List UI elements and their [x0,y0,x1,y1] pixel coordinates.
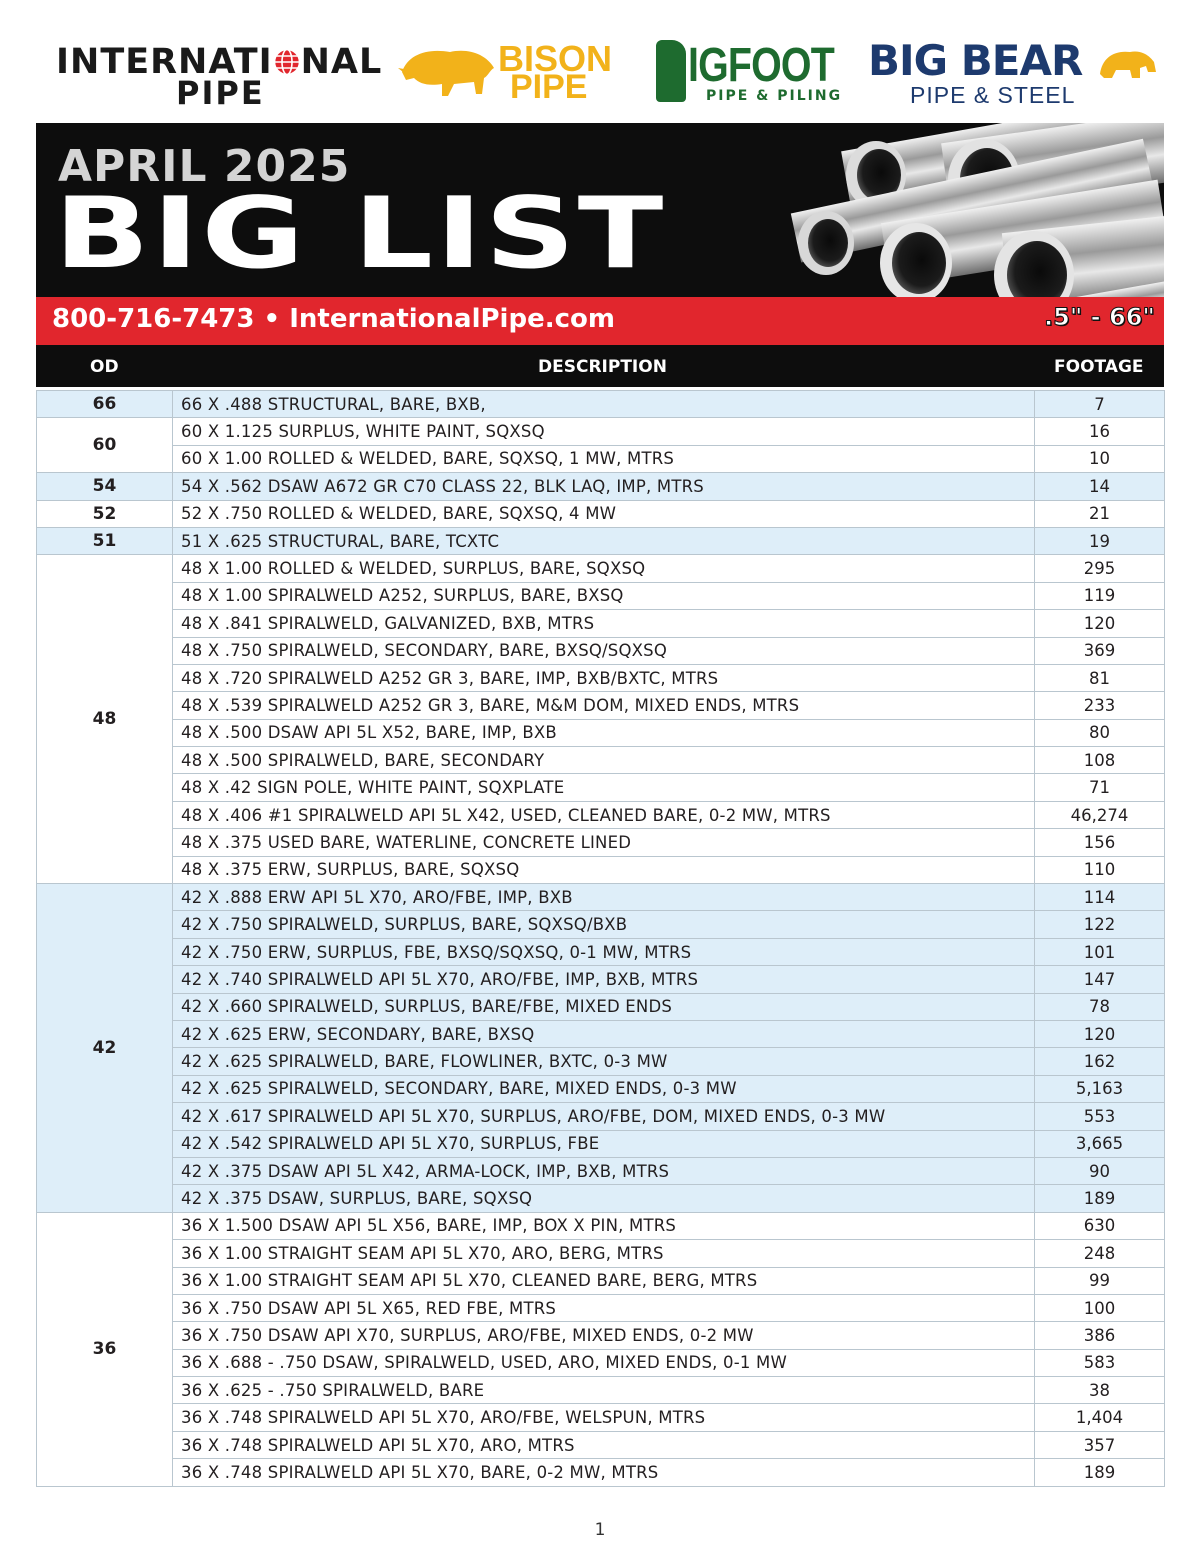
international-pipe-logo: INTERNATI NAL PIPE [56,42,383,112]
footage-cell: 162 [1035,1048,1165,1075]
footage-cell: 14 [1035,473,1165,500]
description-cell: 66 X .488 STRUCTURAL, BARE, BXB, [173,391,1035,418]
table-row [37,1212,1165,1239]
description-cell: 36 X .625 - .750 SPIRALWELD, BARE [173,1377,1035,1404]
table-row [37,829,1165,856]
table-row [37,610,1165,637]
inventory-table [36,390,1165,1487]
footage-cell: 553 [1035,1103,1165,1130]
footage-cell: 189 [1035,1185,1165,1212]
description-cell: 36 X .748 SPIRALWELD API 5L X70, ARO/FBE, WELSPUN, MTRS [173,1404,1035,1431]
table-row [37,1267,1165,1294]
table-row [37,527,1165,554]
globe-icon [273,48,301,76]
description-cell: 36 X .688 - .750 DSAW, SPIRALWELD, USED, ARO, MIXED ENDS, 0-1 MW [173,1349,1035,1376]
description-cell: 42 X .375 DSAW, SURPLUS, BARE, SQXSQ [173,1185,1035,1212]
description-cell: 48 X .750 SPIRALWELD, SECONDARY, BARE, BXSQ/SQXSQ [173,637,1035,664]
table-row [37,801,1165,828]
od-group-48 [37,555,1165,884]
description-cell: 36 X .750 DSAW API 5L X65, RED FBE, MTRS [173,1294,1035,1321]
table-row [37,445,1165,472]
od-group-36 [37,1212,1165,1486]
table-row [37,1431,1165,1458]
table-row [37,500,1165,527]
description-cell: 48 X .500 DSAW API 5L X52, BARE, IMP, BXB [173,719,1035,746]
od-cell: 36 [37,1212,173,1486]
footage-cell: 1,404 [1035,1404,1165,1431]
table-row [37,1103,1165,1130]
bigfoot-pipe-logo: IGFOOT PIPE & PILING [654,30,854,110]
od-group-60 [37,418,1165,473]
table-row [37,856,1165,883]
footage-cell: 122 [1035,911,1165,938]
description-cell: 42 X .625 SPIRALWELD, BARE, FLOWLINER, BXTC, 0-3 MW [173,1048,1035,1075]
column-header-od: OD [90,357,119,377]
table-row [37,1322,1165,1349]
table-row [37,966,1165,993]
od-cell: 52 [37,500,173,527]
brand-logos [36,30,1164,110]
table-row [37,391,1165,418]
table-row [37,719,1165,746]
table-row [37,1075,1165,1102]
footage-cell: 100 [1035,1294,1165,1321]
description-cell: 48 X .42 SIGN POLE, WHITE PAINT, SQXPLATE [173,774,1035,801]
description-cell: 42 X .740 SPIRALWELD API 5L X70, ARO/FBE, IMP, BXB, MTRS [173,966,1035,993]
description-cell: 42 X .750 SPIRALWELD, SURPLUS, BARE, SQXSQ/BXB [173,911,1035,938]
description-cell: 36 X 1.00 STRAIGHT SEAM API 5L X70, ARO, BERG, MTRS [173,1240,1035,1267]
od-cell: 54 [37,473,173,500]
table-row [37,938,1165,965]
column-header-description: DESCRIPTION [538,357,667,377]
footage-cell: 16 [1035,418,1165,445]
description-cell: 36 X .750 DSAW API X70, SURPLUS, ARO/FBE, MIXED ENDS, 0-2 MW [173,1322,1035,1349]
od-cell: 66 [37,391,173,418]
footage-cell: 46,274 [1035,801,1165,828]
footage-cell: 5,163 [1035,1075,1165,1102]
description-cell: 42 X .375 DSAW API 5L X42, ARMA-LOCK, IMP, BXB, MTRS [173,1157,1035,1184]
table-row [37,993,1165,1020]
description-cell: 48 X .500 SPIRALWELD, BARE, SECONDARY [173,747,1035,774]
description-cell: 48 X 1.00 ROLLED & WELDED, SURPLUS, BARE, SQXSQ [173,555,1035,582]
description-cell: 48 X .720 SPIRALWELD A252 GR 3, BARE, IMP, BXB/BXTC, MTRS [173,664,1035,691]
contact-info: 800-716-7473 • InternationalPipe.com [52,304,615,334]
footage-cell: 369 [1035,637,1165,664]
page-title: BIG LIST [54,177,666,291]
od-group-54 [37,473,1165,500]
column-header-footage: FOOTAGE [1054,357,1144,377]
footage-cell: 110 [1035,856,1165,883]
description-cell: 42 X .625 ERW, SECONDARY, BARE, BXSQ [173,1020,1035,1047]
footage-cell: 21 [1035,500,1165,527]
description-cell: 48 X .406 #1 SPIRALWELD API 5L X42, USED, CLEANED BARE, 0-2 MW, MTRS [173,801,1035,828]
description-cell: 48 X 1.00 SPIRALWELD A252, SURPLUS, BARE, BXSQ [173,582,1035,609]
table-row [37,1185,1165,1212]
description-cell: 42 X .625 SPIRALWELD, SECONDARY, BARE, MIXED ENDS, 0-3 MW [173,1075,1035,1102]
description-cell: 48 X .539 SPIRALWELD A252 GR 3, BARE, M&M DOM, MIXED ENDS, MTRS [173,692,1035,719]
description-cell: 60 X 1.125 SURPLUS, WHITE PAINT, SQXSQ [173,418,1035,445]
footage-cell: 357 [1035,1431,1165,1458]
table-row [37,418,1165,445]
size-range: .5" - 66" [1044,303,1155,331]
table-row [37,1294,1165,1321]
footage-cell: 386 [1035,1322,1165,1349]
table-row [37,747,1165,774]
page-number: 1 [594,1520,606,1540]
footage-cell: 3,665 [1035,1130,1165,1157]
description-cell: 48 X .375 ERW, SURPLUS, BARE, SQXSQ [173,856,1035,883]
footage-cell: 108 [1035,747,1165,774]
table-row [37,911,1165,938]
footage-cell: 71 [1035,774,1165,801]
table-row [37,1404,1165,1431]
description-cell: 48 X .841 SPIRALWELD, GALVANIZED, BXB, MTRS [173,610,1035,637]
od-group-42 [37,884,1165,1213]
description-cell: 36 X .748 SPIRALWELD API 5L X70, ARO, MTRS [173,1431,1035,1458]
footage-cell: 189 [1035,1459,1165,1486]
big-bear-logo: BIG BEAR PIPE & STEEL [868,30,1148,110]
od-cell: 42 [37,884,173,1213]
description-cell: 42 X .542 SPIRALWELD API 5L X70, SURPLUS, FBE [173,1130,1035,1157]
description-cell: 36 X .748 SPIRALWELD API 5L X70, BARE, 0-2 MW, MTRS [173,1459,1035,1486]
footage-cell: 99 [1035,1267,1165,1294]
description-cell: 60 X 1.00 ROLLED & WELDED, BARE, SQXSQ, 1 MW, MTRS [173,445,1035,472]
footage-cell: 78 [1035,993,1165,1020]
od-cell: 51 [37,527,173,554]
footage-cell: 147 [1035,966,1165,993]
footage-cell: 90 [1035,1157,1165,1184]
footage-cell: 295 [1035,555,1165,582]
od-group-52 [37,500,1165,527]
hero-banner [36,123,1164,345]
table-row [37,1459,1165,1486]
footage-cell: 101 [1035,938,1165,965]
od-cell: 60 [37,418,173,473]
table-row [37,473,1165,500]
description-cell: 42 X .617 SPIRALWELD API 5L X70, SURPLUS, ARO/FBE, DOM, MIXED ENDS, 0-3 MW [173,1103,1035,1130]
description-cell: 36 X 1.00 STRAIGHT SEAM API 5L X70, CLEANED BARE, BERG, MTRS [173,1267,1035,1294]
description-cell: 48 X .375 USED BARE, WATERLINE, CONCRETE LINED [173,829,1035,856]
table-row [37,637,1165,664]
description-cell: 42 X .888 ERW API 5L X70, ARO/FBE, IMP, BXB [173,884,1035,911]
description-cell: 52 X .750 ROLLED & WELDED, BARE, SQXSQ, 4 MW [173,500,1035,527]
footage-cell: 583 [1035,1349,1165,1376]
description-cell: 42 X .660 SPIRALWELD, SURPLUS, BARE/FBE, MIXED ENDS [173,993,1035,1020]
footage-cell: 38 [1035,1377,1165,1404]
table-row [37,1020,1165,1047]
table-row [37,1377,1165,1404]
description-cell: 51 X .625 STRUCTURAL, BARE, TCXTC [173,527,1035,554]
footage-cell: 233 [1035,692,1165,719]
footage-cell: 156 [1035,829,1165,856]
bigfoot-b-mark-icon [656,40,686,102]
footage-cell: 630 [1035,1212,1165,1239]
footage-cell: 119 [1035,582,1165,609]
description-cell: 36 X 1.500 DSAW API 5L X56, BARE, IMP, BOX X PIN, MTRS [173,1212,1035,1239]
footage-cell: 120 [1035,610,1165,637]
description-cell: 54 X .562 DSAW A672 GR C70 CLASS 22, BLK LAQ, IMP, MTRS [173,473,1035,500]
bear-icon [1096,42,1158,82]
description-cell: 42 X .750 ERW, SURPLUS, FBE, BXSQ/SQXSQ, 0-1 MW, MTRS [173,938,1035,965]
table-row [37,692,1165,719]
footage-cell: 19 [1035,527,1165,554]
od-cell: 48 [37,555,173,884]
issue-month: APRIL 2025 [58,141,351,192]
table-header [36,345,1164,387]
footage-cell: 120 [1035,1020,1165,1047]
table-row [37,664,1165,691]
table-row [37,774,1165,801]
footage-cell: 7 [1035,391,1165,418]
table-row [37,555,1165,582]
table-row [37,582,1165,609]
bison-pipe-logo: BISON PIPE [398,30,623,110]
footage-cell: 248 [1035,1240,1165,1267]
footage-cell: 114 [1035,884,1165,911]
footage-cell: 80 [1035,719,1165,746]
footage-cell: 10 [1035,445,1165,472]
table-row [37,1130,1165,1157]
footage-cell: 81 [1035,664,1165,691]
bison-icon [398,42,498,102]
table-row [37,1240,1165,1267]
od-group-66 [37,391,1165,418]
table-row [37,1157,1165,1184]
od-group-51 [37,527,1165,554]
table-row [37,1349,1165,1376]
table-row [37,884,1165,911]
table-row [37,1048,1165,1075]
